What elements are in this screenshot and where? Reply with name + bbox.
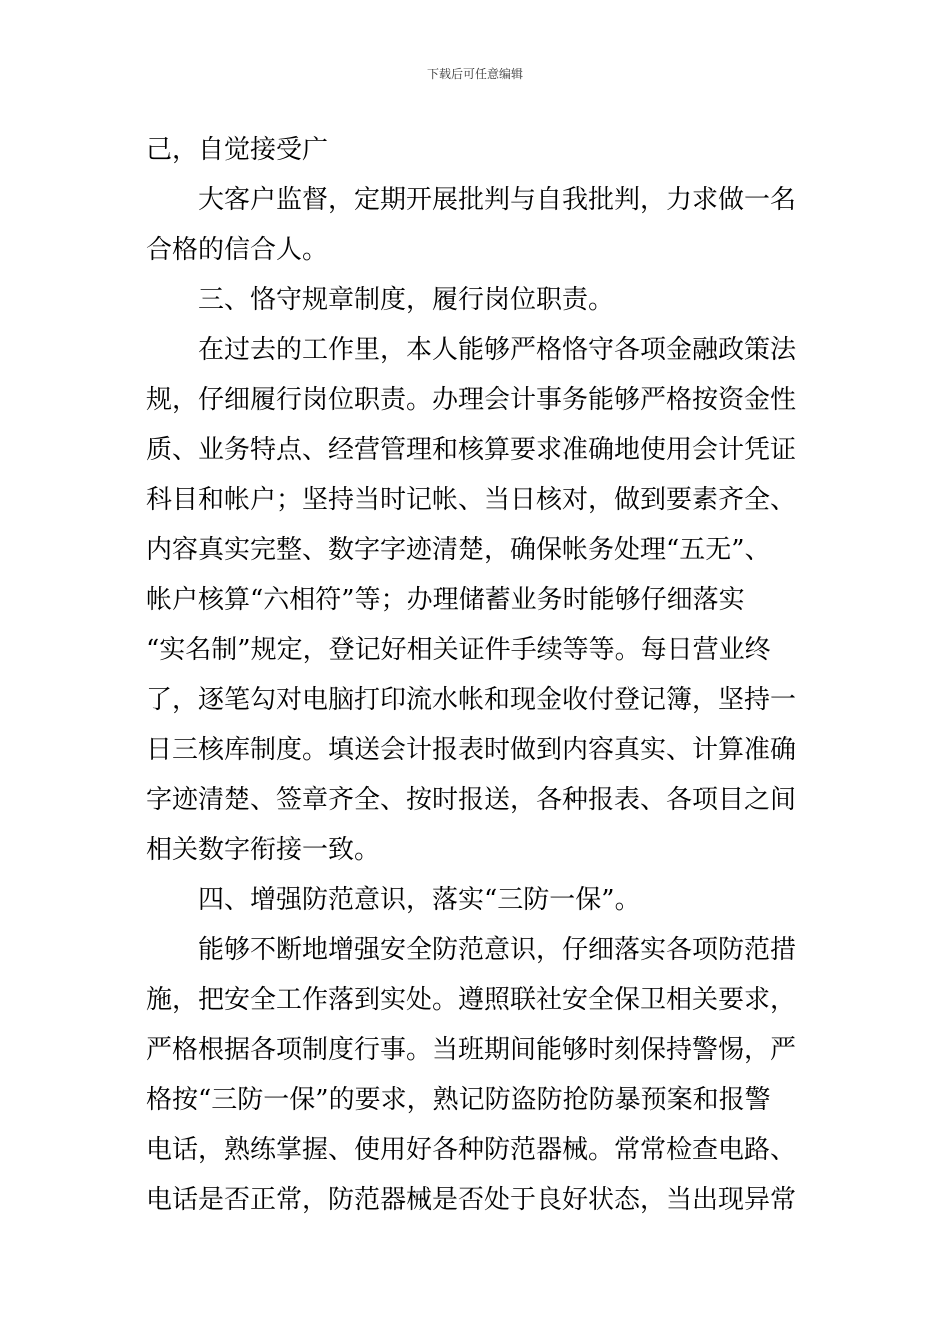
text-line: 能够不断地增强安全防范意识，仔细落实各项防范措 [198, 935, 797, 965]
text-line: 相关数字衔接一致。 [146, 835, 381, 865]
text-line: 日三核库制度。填送会计报表时做到内容真实、计算准确 [146, 735, 797, 765]
text-line: 内容真实完整、数字字迹清楚，确保帐务处理“五无”、 [146, 535, 771, 565]
text-line: 施，把安全工作落到实处。遵照联社安全保卫相关要求， [146, 985, 797, 1015]
section-heading: 三、恪守规章制度，履行岗位职责。 [198, 285, 615, 315]
text-line: 严格根据各项制度行事。当班期间能够时刻保持警惕，严 [146, 1035, 797, 1065]
text-line: 帐户核算“六相符”等；办理储蓄业务时能够仔细落实 [146, 585, 745, 615]
text-line: 字迹清楚、签章齐全、按时报送，各种报表、各项目之间 [146, 785, 797, 815]
document-body [146, 125, 806, 1225]
text-line: 格按“三防一保”的要求，熟记防盗防抢防暴预案和报警 [146, 1085, 771, 1115]
section-heading: 四、增强防范意识，落实“三防一保”。 [198, 885, 641, 915]
text-line: 质、业务特点、经营管理和核算要求准确地使用会计凭证 [146, 435, 797, 465]
text-line: 科目和帐户；坚持当时记帐、当日核对，做到要素齐全、 [146, 485, 797, 515]
text-line: 电话是否正常，防范器械是否处于良好状态，当出现异常 [146, 1185, 797, 1215]
text-line: 电话，熟练掌握、使用好各种防范器械。常常检查电路、 [146, 1135, 797, 1165]
text-line: 在过去的工作里，本人能够严格恪守各项金融政策法 [198, 335, 797, 365]
text-line: 了，逐笔勾对电脑打印流水帐和现金收付登记簿，坚持一 [146, 685, 797, 715]
text-line: 规，仔细履行岗位职责。办理会计事务能够严格按资金性 [146, 385, 797, 415]
text-line: 合格的信合人。 [146, 235, 329, 265]
page-header: 下载后可任意编辑 [426, 67, 523, 81]
text-line: “实名制”规定，登记好相关证件手续等等。每日营业终 [146, 635, 771, 665]
text-line: 大客户监督，定期开展批判与自我批判，力求做一名 [198, 185, 797, 215]
text-line: 己，自觉接受广 [146, 135, 329, 165]
